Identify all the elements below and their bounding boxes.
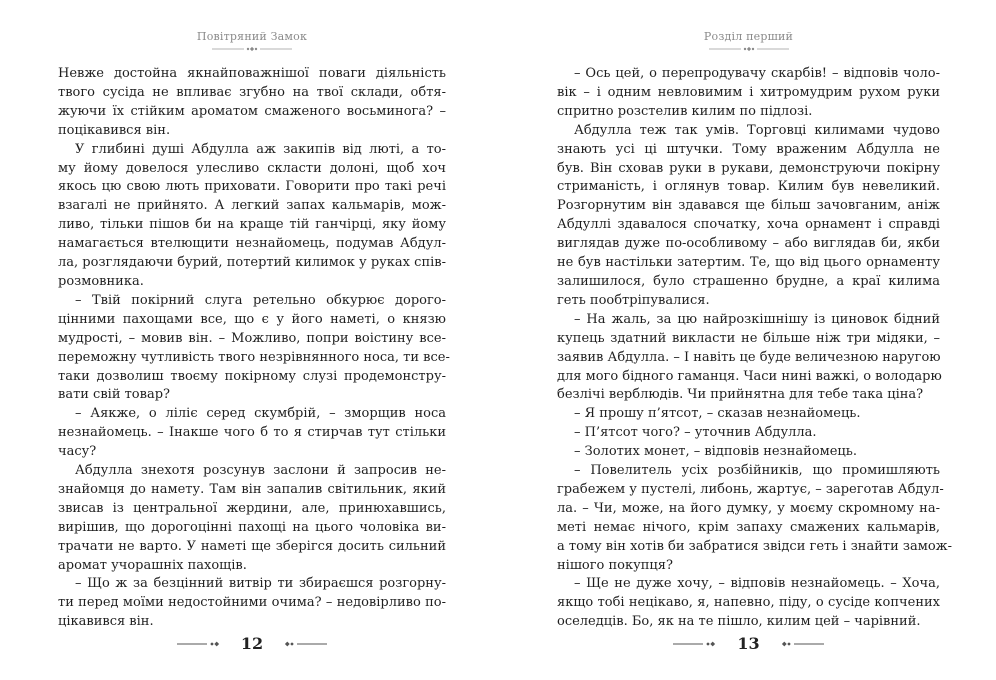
text-line: таки дозволиш твоєму покірному слузі продемонстру-: [58, 368, 446, 384]
folio-ornament-right-icon: [778, 640, 824, 648]
page-folio: [58, 634, 446, 653]
text-line: трачати не варто. У наметі ще зберігся досить сильний: [58, 538, 446, 554]
text-line: намагається втелющити незнайомець, подумав Абдул-: [58, 236, 446, 252]
text-line: якось цю свою лють приховати. Говорити про такі речі: [58, 179, 446, 195]
text-line: Абдулла теж так умів. Торговці килимами чудово: [574, 122, 940, 138]
text-line: Невже достойна якнайповажнішої поваги діяльність: [58, 66, 446, 81]
text-line: переможну чутливість твого незрівнянного носа, ти все-: [58, 349, 450, 365]
text-line: геть пообтріпувалися.: [557, 292, 710, 308]
right-page: [557, 0, 952, 680]
text-line: залишилося, було страшенно брудне, а краї килима: [557, 273, 940, 289]
text-line: а тому він хотів би забратися звідси геть і знайти замож-: [557, 538, 952, 554]
page-number: 12: [240, 634, 264, 653]
text-line: незнайомець. – Інакше чого б то я стирчав тут стільки: [58, 425, 446, 441]
running-head: Повітряний Замок: [196, 30, 308, 43]
text-line: ла. – Чи, може, на його думку, у моєму скромному на-: [557, 500, 940, 516]
text-line: був. Він сховав руки в рукави, демонструючи покірну: [557, 160, 940, 176]
text-line: У глибині душі Абдулла аж закипів від люті, а то-: [75, 141, 446, 157]
text-line: жуючи їх стійким ароматом смаженого восьминога? –: [58, 103, 446, 119]
text-line: – Ще не дуже хочу, – відповів незнайомець. – Хоча,: [574, 576, 940, 592]
text-line: грабежем у пустелі, либонь, жартує, – зареготав Абдул-: [557, 481, 944, 497]
text-line: – Ось цей, о перепродувачу скарбів! – відповів чоло-: [574, 66, 940, 81]
text-line: Абдулла знехотя розсунув заслони й запросив не-: [75, 463, 446, 479]
running-head: Розділ перший: [703, 30, 794, 43]
text-line: поцікавився він.: [58, 122, 171, 138]
text-line: заявив Абдулла. – І навіть це буде величезною наругою: [557, 349, 941, 365]
text-line: меті немає нічого, крім запаху смажених кальмарів,: [557, 519, 940, 535]
text-line: оселедців. Бо, як на те пішло, килим цей – чарівний.: [557, 614, 921, 630]
text-line: нішого покупця?: [557, 557, 673, 573]
text-line: не був настільки затертим. Те, що від цього орнаменту: [557, 255, 940, 271]
text-line: спритно розстелив килим по підлозі.: [557, 103, 813, 119]
text-line: для мого бідного гаманця. Часи нині важкі, о володарю: [557, 368, 942, 384]
text-line: вирішив, що дорогоцінні пахощі на цього чоловіка ви-: [58, 519, 446, 535]
text-line: якщо тобі нецікаво, я, напевно, піду, о сусіде копчених: [557, 595, 940, 611]
text-line: твого сусіда не впливає згубно на твої склади, обтя-: [58, 84, 446, 100]
text-line: звисав із центральної жердини, але, принюхавшись,: [58, 500, 446, 516]
text-line: ливо, тільки пішов би на краще тій ганчірці, яку йому: [58, 217, 446, 233]
text-line: цікавився він.: [58, 614, 154, 630]
text-line: – П’ятсот чого? – уточнив Абдулла.: [574, 425, 817, 441]
folio-ornament-left-icon: [673, 640, 719, 648]
head-ornament-icon: [707, 46, 791, 52]
text-line: виглядав дуже по-особливому – або виглядав би, якби: [557, 236, 940, 252]
text-line: цінними пахощами все, що є у його наметі, о князю: [58, 311, 446, 327]
text-line: му йому довелося улесливо скласти долоні, щоб хоч: [58, 160, 446, 176]
text-line: знайомця до намету. Там він запалив світильник, який: [58, 481, 446, 497]
text-line: вік – і одним невловимим і хитромудрим рухом руки: [557, 84, 940, 100]
text-line: ла, розглядаючи бурий, потертий килимок у руках спів-: [58, 255, 446, 271]
text-line: – Золотих монет, – відповів незнайомець.: [574, 444, 857, 460]
text-line: знають усі ці штучки. Тому враженим Абдулла не: [557, 141, 940, 157]
folio-ornament-right-icon: [281, 640, 327, 648]
text-line: аромат учорашніх пахощів.: [58, 557, 247, 573]
text-line: – Що ж за безцінний витвір ти збираєшся розгорну-: [75, 576, 446, 592]
left-page: [58, 0, 450, 680]
text-line: ти перед моїми недостойними очима? – недовірливо по-: [58, 595, 446, 611]
text-line: купець здатний викласти не більше ніж три мідяки, –: [557, 330, 940, 346]
text-line: розмовника.: [58, 273, 144, 289]
text-line: – Аякже, о ліліє серед скумбрій, – зморщив носа: [75, 406, 446, 422]
text-line: стриманість, і оглянув товар. Килим був невеликий.: [557, 179, 940, 195]
text-line: – Твій покірний слуга ретельно обкурює дорого-: [75, 292, 446, 308]
text-line: Абдуллі здавалося спочатку, хоча орнамент і справді: [557, 217, 940, 233]
text-line: – Повелитель усіх розбійників, що промишляють: [574, 463, 940, 479]
text-line: – На жаль, за цю найрозкішнішу із циновок бідний: [574, 311, 940, 327]
head-ornament-icon: [210, 46, 294, 52]
text-line: Розгорнутим він здавався ще більш зачовганим, аніж: [557, 198, 940, 214]
text-line: мудрості, – мовив він. – Можливо, попри воістину все-: [58, 330, 446, 346]
folio-ornament-left-icon: [177, 640, 223, 648]
page-body-text: [557, 65, 952, 632]
text-line: – Я прошу п’ятсот, – сказав незнайомець.: [574, 406, 861, 422]
page-number: 13: [737, 634, 760, 653]
text-line: часу?: [58, 444, 97, 460]
text-line: безлічі верблюдів. Чи прийнятна для тебе така ціна?: [557, 387, 924, 403]
text-line: вати свій товар?: [58, 387, 170, 403]
text-line: взагалі не прийнято. А легкий запах кальмарів, мож-: [58, 198, 446, 214]
page-body-text: [58, 65, 450, 632]
page-folio: [557, 634, 940, 653]
